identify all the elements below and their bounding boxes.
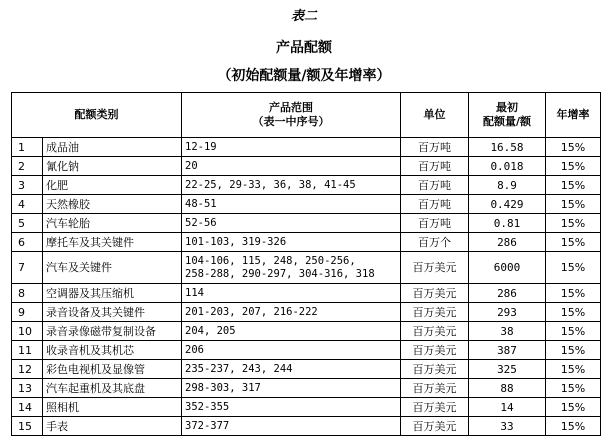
row-range-line: 204, 205 (185, 324, 236, 337)
header-range (182, 93, 401, 138)
row-category: 照相机 (43, 398, 182, 417)
quota-table (11, 92, 601, 436)
row-number: 8 (12, 284, 43, 303)
row-quota: 325 (469, 360, 546, 379)
row-quota: 14 (469, 398, 546, 417)
row-rate: 15% (546, 417, 601, 436)
row-range (182, 252, 401, 284)
row-number: 13 (12, 379, 43, 398)
row-category: 汽车及关键件 (43, 252, 182, 284)
table-row (12, 195, 601, 214)
table-row (12, 303, 601, 322)
row-range-line: 48-51 (185, 197, 217, 210)
header-range-line1: 产品范围 (269, 101, 313, 114)
row-rate: 15% (546, 284, 601, 303)
row-unit: 百万吨 (401, 195, 469, 214)
row-quota: 88 (469, 379, 546, 398)
row-range-line: 201-203, 207, 216-222 (185, 305, 318, 318)
row-quota: 8.9 (469, 176, 546, 195)
table-row (12, 341, 601, 360)
row-unit: 百万美元 (401, 417, 469, 436)
row-range-line: 20 (185, 159, 198, 172)
row-range (182, 284, 401, 303)
table-row (12, 252, 601, 284)
row-rate: 15% (546, 341, 601, 360)
table-header-row (12, 93, 601, 138)
row-range (182, 360, 401, 379)
row-category: 化肥 (43, 176, 182, 195)
row-category: 录音录像磁带复制设备 (43, 322, 182, 341)
row-range (182, 303, 401, 322)
row-unit: 百万吨 (401, 157, 469, 176)
row-category: 成品油 (43, 138, 182, 157)
row-unit: 百万美元 (401, 322, 469, 341)
table-row (12, 157, 601, 176)
row-quota: 38 (469, 322, 546, 341)
row-category: 空调器及其压缩机 (43, 284, 182, 303)
table-row (12, 214, 601, 233)
row-range-line: 52-56 (185, 216, 217, 229)
row-range (182, 138, 401, 157)
row-unit: 百万美元 (401, 252, 469, 284)
row-number: 2 (12, 157, 43, 176)
row-number: 15 (12, 417, 43, 436)
row-number: 10 (12, 322, 43, 341)
row-range (182, 417, 401, 436)
row-quota: 293 (469, 303, 546, 322)
row-rate: 15% (546, 233, 601, 252)
header-quota-line2: 配额量/额 (482, 115, 532, 128)
row-range (182, 157, 401, 176)
header-rate: 年增率 (546, 93, 601, 138)
row-range-line: 114 (185, 286, 204, 299)
table-body (12, 138, 601, 436)
row-rate: 15% (546, 214, 601, 233)
row-range (182, 322, 401, 341)
row-category: 汽车起重机及其底盘 (43, 379, 182, 398)
header-unit: 单位 (401, 93, 469, 138)
row-quota: 286 (469, 284, 546, 303)
row-range (182, 398, 401, 417)
row-unit: 百万吨 (401, 214, 469, 233)
row-category: 汽车轮胎 (43, 214, 182, 233)
row-range-line: 235-237, 243, 244 (185, 362, 293, 375)
row-category: 氰化钠 (43, 157, 182, 176)
row-rate: 15% (546, 398, 601, 417)
table-row (12, 398, 601, 417)
table-subtitle: （初始配额量/额及年增率） (217, 68, 391, 84)
row-category: 天然橡胶 (43, 195, 182, 214)
row-category: 录音设备及其关键件 (43, 303, 182, 322)
row-number: 14 (12, 398, 43, 417)
row-number: 3 (12, 176, 43, 195)
row-unit: 百万吨 (401, 176, 469, 195)
row-range (182, 341, 401, 360)
row-rate: 15% (546, 157, 601, 176)
row-range (182, 233, 401, 252)
table-row (12, 417, 601, 436)
row-category: 摩托车及其关键件 (43, 233, 182, 252)
row-unit: 百万美元 (401, 303, 469, 322)
row-range-line: 206 (185, 343, 204, 356)
table-number: 表二 (290, 9, 317, 24)
row-range-line: 12-19 (185, 140, 217, 153)
row-quota: 0.81 (469, 214, 546, 233)
table-row (12, 176, 601, 195)
row-number: 4 (12, 195, 43, 214)
row-rate: 15% (546, 138, 601, 157)
row-rate: 15% (546, 176, 601, 195)
row-category: 彩色电视机及显像管 (43, 360, 182, 379)
row-number: 6 (12, 233, 43, 252)
row-number: 11 (12, 341, 43, 360)
row-quota: 387 (469, 341, 546, 360)
row-range-line: 372-377 (185, 419, 230, 432)
row-range (182, 176, 401, 195)
row-unit: 百万吨 (401, 138, 469, 157)
row-range (182, 195, 401, 214)
row-number: 1 (12, 138, 43, 157)
header-quota-line1: 最初 (496, 101, 518, 114)
row-quota: 6000 (469, 252, 546, 284)
row-unit: 百万美元 (401, 398, 469, 417)
row-rate: 15% (546, 322, 601, 341)
row-rate: 15% (546, 303, 601, 322)
row-category: 手表 (43, 417, 182, 436)
table-row (12, 233, 601, 252)
row-category: 收录音机及其机芯 (43, 341, 182, 360)
row-unit: 百万美元 (401, 360, 469, 379)
header-quota (469, 93, 546, 138)
row-unit: 百万美元 (401, 341, 469, 360)
row-range-line: 352-355 (185, 400, 230, 413)
table-row (12, 322, 601, 341)
row-rate: 15% (546, 360, 601, 379)
row-rate: 15% (546, 195, 601, 214)
table-row (12, 284, 601, 303)
row-rate: 15% (546, 252, 601, 284)
row-quota: 0.429 (469, 195, 546, 214)
row-range-line: 101-103, 319-326 (185, 235, 287, 248)
row-range-line: 298-303, 317 (185, 381, 261, 394)
row-quota: 16.58 (469, 138, 546, 157)
row-rate: 15% (546, 379, 601, 398)
header-category: 配额类别 (12, 93, 182, 138)
table-title: 产品配额 (276, 40, 332, 56)
row-number: 5 (12, 214, 43, 233)
row-quota: 286 (469, 233, 546, 252)
table-row (12, 379, 601, 398)
row-range-line: 22-25, 29-33, 36, 38, 41-45 (185, 178, 356, 191)
header-range-line2: （表一中序号） (252, 115, 330, 128)
row-quota: 0.018 (469, 157, 546, 176)
row-number: 12 (12, 360, 43, 379)
row-range (182, 214, 401, 233)
row-quota: 33 (469, 417, 546, 436)
row-number: 9 (12, 303, 43, 322)
row-range (182, 379, 401, 398)
row-unit: 百万个 (401, 233, 469, 252)
table-row (12, 138, 601, 157)
row-range-line: 104-106, 115, 248, 250-256, (185, 254, 356, 267)
table-row (12, 360, 601, 379)
row-range-line: 258-288, 290-297, 304-316, 318 (185, 267, 375, 280)
row-unit: 百万美元 (401, 284, 469, 303)
row-unit: 百万美元 (401, 379, 469, 398)
row-number: 7 (12, 252, 43, 284)
